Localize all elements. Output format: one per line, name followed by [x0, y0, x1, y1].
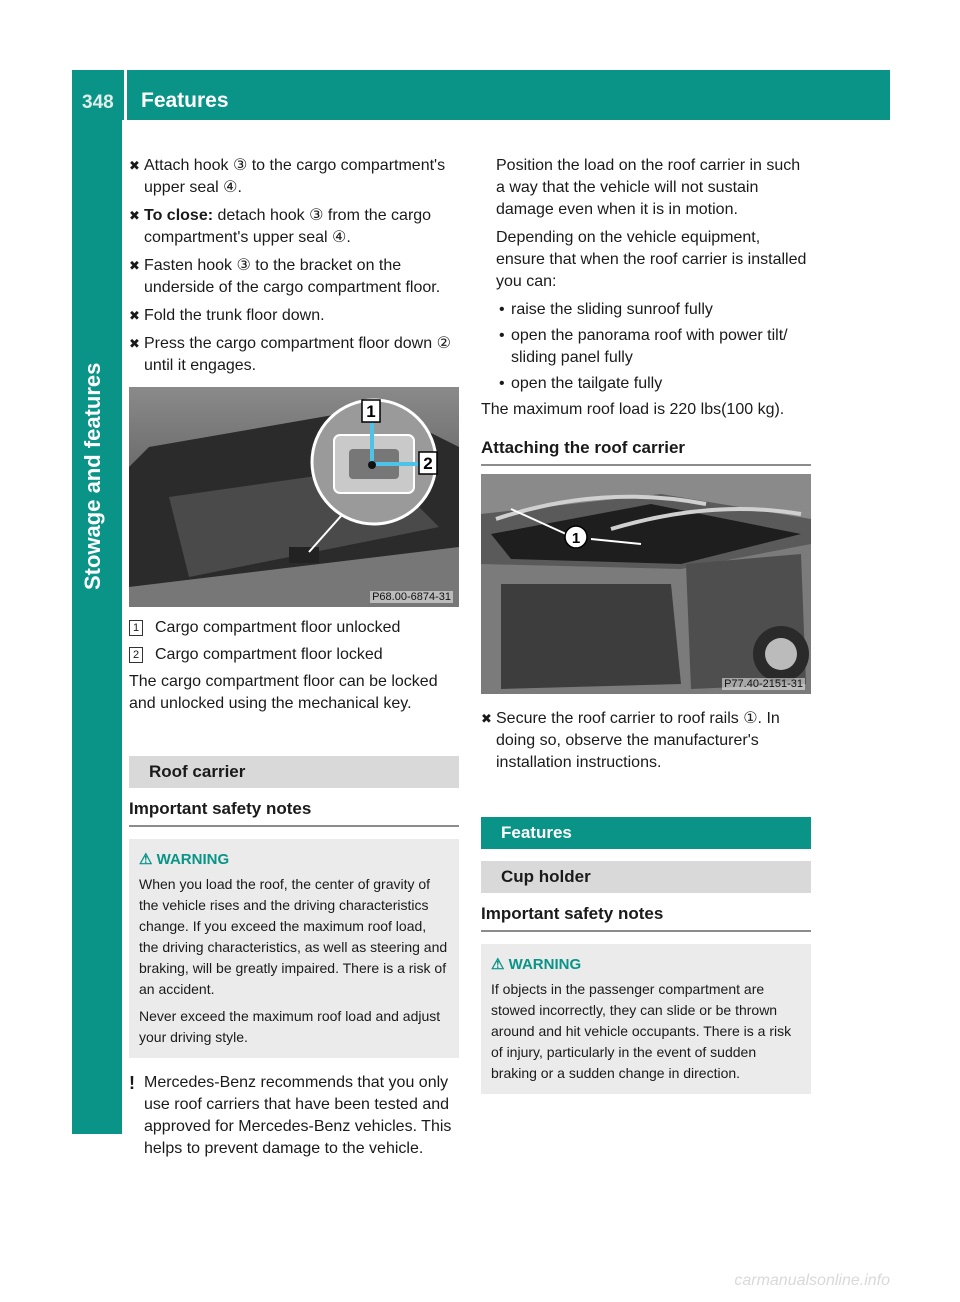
cargo-floor-illustration	[129, 387, 459, 607]
footer-watermark: carmanualsonline.info	[734, 1272, 890, 1289]
warning-icon: ⚠	[491, 956, 505, 973]
roof-carrier-illustration	[481, 474, 811, 694]
lock-text: The cargo compartment floor can be locked and unlocked using the mechanical key.	[129, 673, 438, 712]
list-item: • open the tailgate fully	[496, 373, 811, 395]
bullet-icon: •	[499, 327, 505, 344]
note: ! Mercedes-Benz recommends that you only use roof carriers that have been tested and approved for Mercedes-Benz vehicles. This helps to prevent damage to the vehicle.	[129, 1073, 452, 1157]
section-heading: Features	[481, 817, 811, 849]
roof-carrier-photo	[481, 474, 811, 694]
callout-2: 2	[423, 454, 433, 473]
list-item: • open the panorama roof with power tilt/ sliding panel fully	[499, 327, 788, 366]
side-tab	[72, 120, 122, 1125]
arrow-icon: ✖	[481, 711, 492, 726]
section-heading: Cup holder	[481, 861, 811, 893]
step-item: ✖ To close: detach hook ③ from the cargo compartment's upper seal ④.	[129, 207, 432, 246]
list-item: • raise the sliding sunroof fully	[496, 299, 811, 321]
page-number: 348	[82, 92, 114, 113]
warning-box: ⚠ WARNING If objects in the passenger compartment are stowed incorrectly, they can slide or be thrown around and hit vehicle occupants. There is a risk of injury, particularly in the event of sudden braking or a sudden change in direction.	[481, 944, 811, 1094]
side-tab-marker	[72, 1125, 122, 1134]
figure-id: P77.40-2151-31	[724, 678, 803, 690]
sub-heading: Important safety notes	[129, 798, 459, 827]
section-heading: Roof carrier	[129, 756, 459, 788]
arrow-icon: ✖	[129, 336, 140, 351]
sub-heading: Attaching the roof carrier	[481, 437, 811, 466]
warning-box: ⚠ WARNING When you load the roof, the center of gravity of the vehicle rises and the driving characteristics change. If you exceed the maximum roof load, the driving characteristics, as well as steering and braking, will be greatly impaired. There is a risk of an accident. Never exceed the maximum roof load and adjust your driving style.	[129, 839, 459, 1058]
arrow-icon: ✖	[129, 258, 140, 273]
cargo-floor-photo	[129, 387, 459, 607]
step-item: ✖ Attach hook ③ to the cargo compartment's upper seal ④.	[129, 157, 446, 196]
figure-id: P68.00-6874-31	[372, 591, 451, 603]
arrow-icon: ✖	[129, 208, 140, 223]
sub-heading: Important safety notes	[481, 903, 811, 932]
warning-icon: ⚠	[139, 851, 153, 868]
exclamation-icon: !	[129, 1073, 135, 1093]
arrow-icon: ✖	[129, 158, 140, 173]
features-section	[481, 817, 811, 1094]
left-column	[129, 155, 459, 383]
step-item: ✖ Fasten hook ③ to the bracket on the underside of the cargo compartment floor.	[129, 257, 441, 296]
left-column-lower	[129, 617, 459, 721]
bullet-icon: •	[499, 301, 505, 318]
roof-carrier-section	[129, 756, 459, 1160]
warning-title: ⚠ WARNING	[139, 851, 230, 868]
legend-item: 1 Cargo compartment floor unlocked	[129, 617, 459, 639]
side-tab-label: Stowage and features	[80, 362, 105, 590]
warning-title: ⚠ WARNING	[491, 956, 582, 973]
bullet-icon: •	[499, 375, 505, 392]
right-column: Position the load on the roof carrier in such a way that the vehicle will not sustain damage even when it is in motion. Depending on the vehicle equipment, ensure that when the roof carrier is installed you can: • raise the sliding sunroof fully • open the panorama roof with power tilt/ sliding panel fully • open the tailgate fully The maximum roof load is 220 lbs(100 kg). Attaching the roof carrier	[481, 155, 811, 466]
header-divider	[124, 70, 127, 120]
step-item: ✖ Fold the trunk floor down.	[129, 305, 459, 327]
right-column-lower	[481, 708, 811, 780]
legend-item: 2 Cargo compartment floor locked	[129, 644, 459, 666]
callout-1: 1	[366, 402, 376, 421]
step-item: ✖ Secure the roof carrier to roof rails ①. In doing so, observe the manufacturer's installation instructions.	[481, 710, 780, 771]
callout-1: 1	[571, 530, 581, 547]
step-item: ✖ Press the cargo compartment floor down ② until it engages.	[129, 335, 451, 374]
page-title: Features	[141, 89, 229, 112]
arrow-icon: ✖	[129, 308, 140, 323]
